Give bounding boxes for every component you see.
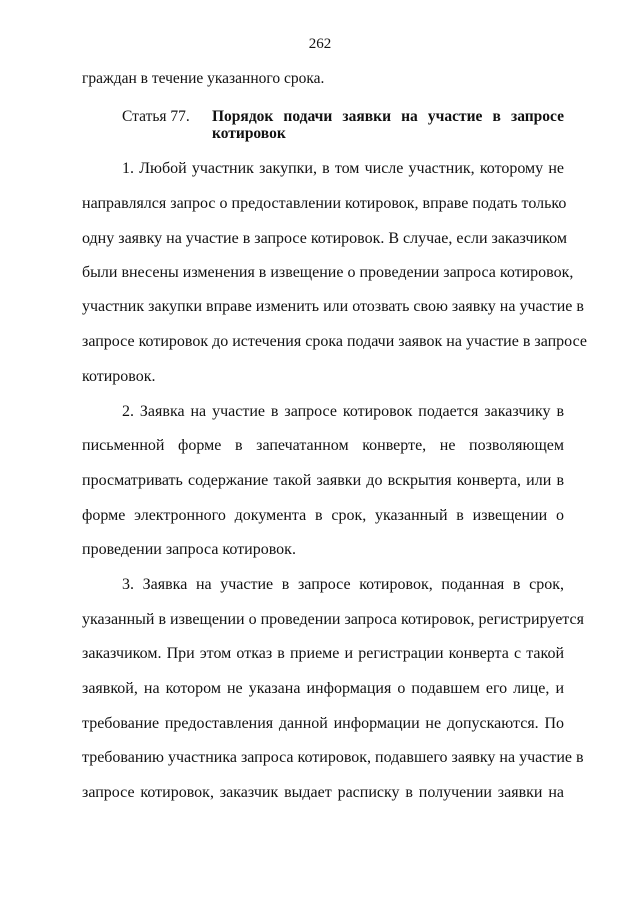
lead-text xyxy=(82,70,564,87)
paragraph-line: требованию участника запроса котировок, подавшего заявку на участие в xyxy=(82,749,584,766)
paragraph-line: 2. Заявка на участие в запросе котировок подается заказчику в xyxy=(122,403,564,420)
article-title-line: котировок xyxy=(212,125,286,142)
lead-line: граждан в течение указанного срока. xyxy=(82,70,325,87)
paragraph-line: заказчиком. При этом отказ в приеме и регистрации конверта с такой xyxy=(82,645,564,662)
article-title-line: Порядок подачи заявки на участие в запросе xyxy=(212,108,564,125)
paragraph-line: указанный в извещении о проведении запроса котировок, регистрируется xyxy=(82,611,584,628)
paragraph-line: были внесены изменения в извещение о проведении запроса котировок, xyxy=(82,264,574,281)
paragraph-line: 3. Заявка на участие в запросе котировок, поданная в срок, xyxy=(122,576,564,593)
paragraph-line: запросе котировок до истечения срока подачи заявок на участие в запросе xyxy=(82,333,587,350)
paragraph-line: 1. Любой участник закупки, в том числе участник, которому не xyxy=(122,160,564,177)
paragraph-line: форме электронного документа в срок, указанный в извещении о xyxy=(82,507,564,524)
paragraph-line: одну заявку на участие в запросе котировок. В случае, если заказчиком xyxy=(82,230,567,247)
paragraph-line: просматривать содержание такой заявки до вскрытия конверта, или в xyxy=(82,472,564,489)
page-number: 262 xyxy=(308,36,332,52)
paragraph-line: проведении запроса котировок. xyxy=(82,541,296,558)
paragraph-line: котировок. xyxy=(82,368,156,385)
paragraph-line: запросе котировок, заказчик выдает расписку в получении заявки на xyxy=(82,784,564,801)
paragraph-line: заявкой, на котором не указана информация о подавшем его лице, и xyxy=(82,680,564,697)
article-heading xyxy=(82,108,564,142)
paragraph-line: письменной форме в запечатанном конверте, не позволяющем xyxy=(82,437,564,454)
paragraph-line: направлялся запрос о предоставлении котировок, вправе подать только xyxy=(82,195,567,212)
article-title xyxy=(212,108,564,142)
paragraph-line: участник закупки вправе изменить или отозвать свою заявку на участие в xyxy=(82,298,584,315)
paragraph-line: требование предоставления данной информации не допускаются. По xyxy=(82,715,564,732)
article-number: Статья 77. xyxy=(122,108,190,125)
